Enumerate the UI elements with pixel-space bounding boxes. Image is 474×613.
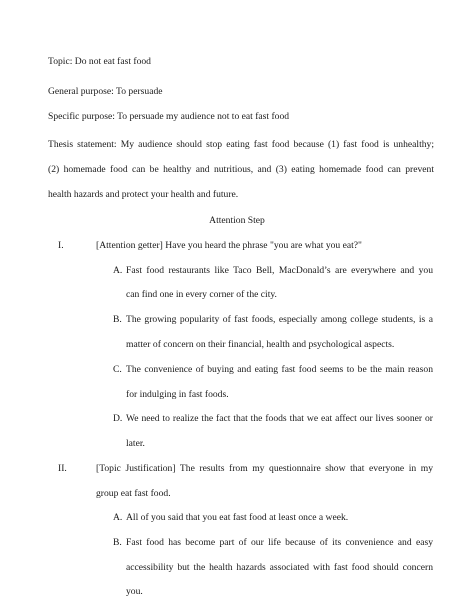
subpoint-text-line-1: We need to realize the fact that the foods that we eat affect our lives sooner or xyxy=(126,413,433,424)
subpoint-text-line-2: can find one in every corner of the city. xyxy=(126,289,277,300)
subpoint-text-line-1: The convenience of buying and eating fast food seems to be the main reason xyxy=(126,364,433,375)
point-text-line-2: group eat fast food. xyxy=(96,488,171,499)
section-heading: Attention Step xyxy=(209,215,265,226)
subpoint-letter: A. xyxy=(113,265,123,276)
subpoint-text-line-1: The growing popularity of fast foods, especially among college students, is a xyxy=(126,314,433,325)
topic-line: Topic: Do not eat fast food xyxy=(48,56,151,67)
point-text-line-1: [Topic Justification] The results from my questionnaire show that everyone in my xyxy=(96,463,433,474)
thesis-line-1: Thesis statement: My audience should stop eating fast food because (1) fast food is unhealthy; xyxy=(48,139,434,150)
subpoint-text-line-2: accessibility but the health hazards associated with fast food should concern xyxy=(126,562,433,573)
subpoint-letter: B. xyxy=(113,537,122,548)
subpoint-letter: B. xyxy=(113,314,122,325)
point-numeral: II. xyxy=(58,463,67,474)
subpoint-text-line-2: matter of concern on their financial, health and psychological aspects. xyxy=(126,339,395,350)
subpoint-text-line-2: for indulging in fast foods. xyxy=(126,389,229,400)
subpoint-letter: C. xyxy=(113,364,122,375)
point-text-line-1: [Attention getter] Have you heard the phrase "you are what you eat?" xyxy=(96,240,362,251)
subpoint-letter: D. xyxy=(113,413,123,424)
thesis-line-2: (2) homemade food can be healthy and nutritious, and (3) eating homemade food can prevent xyxy=(48,164,434,175)
point-numeral: I. xyxy=(58,240,64,251)
general-purpose-line: General purpose: To persuade xyxy=(48,86,163,97)
subpoint-text-line-1: Fast food has become part of our life because of its convenience and easy xyxy=(126,537,433,548)
specific-purpose-line: Specific purpose: To persuade my audience not to eat fast food xyxy=(48,111,290,122)
subpoint-text-line-1: All of you said that you eat fast food at least once a week. xyxy=(126,512,349,523)
thesis-line-3: health hazards and protect your health and future. xyxy=(48,189,239,200)
subpoint-text-line-1: Fast food restaurants like Taco Bell, MacDonald’s are everywhere and you xyxy=(126,265,433,276)
subpoint-text-line-2: later. xyxy=(126,438,145,449)
subpoint-text-line-3: you. xyxy=(126,586,143,597)
subpoint-letter: A. xyxy=(113,512,123,523)
